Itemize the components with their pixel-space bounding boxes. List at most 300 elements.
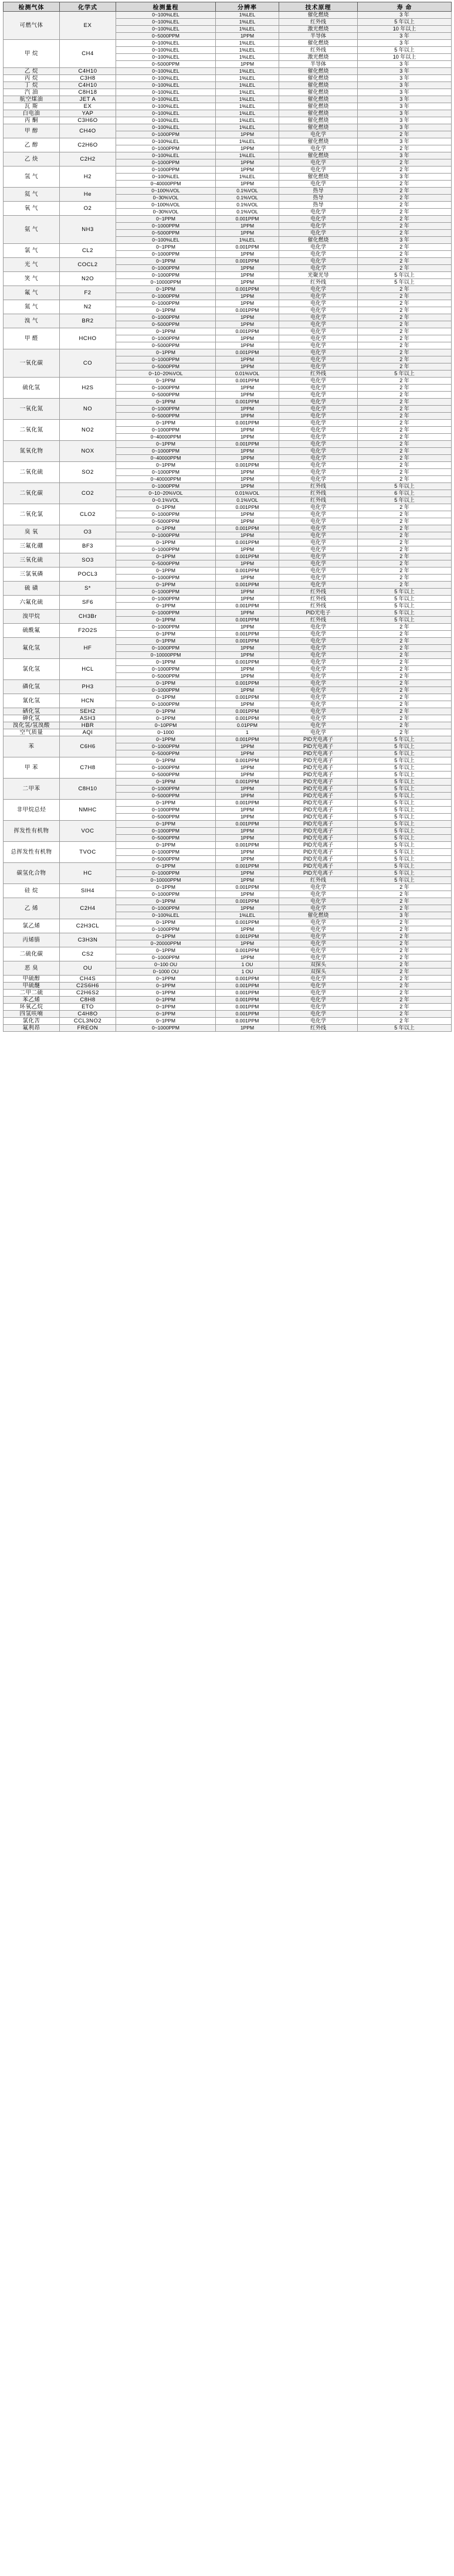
detection-range-cell: 0~1000PPM (116, 265, 216, 272)
resolution-cell: 0.001PPM (216, 779, 279, 786)
gas-name-cell: 磷化氢 (4, 680, 60, 694)
detection-range-cell: 0~1000PPM (116, 532, 216, 539)
detection-range-cell: 0~100%LEL (116, 174, 216, 181)
lifetime-cell: 5 年以上 (358, 849, 452, 856)
technology-cell: 电化学 (279, 645, 358, 652)
technology-cell: 电化学 (279, 476, 358, 483)
detection-range-cell: 0~5000PPM (116, 814, 216, 821)
detection-range-cell: 0~1PPM (116, 680, 216, 687)
lifetime-cell: 2 年 (358, 166, 452, 174)
lifetime-cell: 3 年 (358, 237, 452, 244)
gas-name-cell: 丙烯腈 (4, 933, 60, 947)
detection-range-cell: 0~1PPM (116, 539, 216, 546)
technology-cell: 红外线 (279, 483, 358, 490)
lifetime-cell: 2 年 (358, 413, 452, 420)
gas-name-cell: 汽 油 (4, 89, 60, 96)
detection-range-cell: 0~1PPM (116, 933, 216, 940)
resolution-cell: 0.001PPM (216, 328, 279, 335)
table-row (4, 729, 452, 736)
technology-cell: 电化学 (279, 926, 358, 933)
resolution-cell: 1 OU (216, 968, 279, 976)
detection-range-cell: 0~1PPM (116, 638, 216, 645)
gas-formula-cell: EX (60, 12, 116, 40)
gas-name-cell: 氦 气 (4, 188, 60, 202)
gas-formula-cell: NOX (60, 441, 116, 462)
technology-cell: 催化燃烧 (279, 110, 358, 117)
gas-formula-cell: C4H10 (60, 68, 116, 75)
resolution-cell: 0.001PPM (216, 378, 279, 385)
table-row (4, 286, 452, 293)
resolution-cell: 1PPM (216, 251, 279, 258)
lifetime-cell: 2 年 (358, 898, 452, 905)
table-row (4, 82, 452, 89)
technology-cell: 电化学 (279, 652, 358, 659)
technology-cell: PID光电离子 (279, 828, 358, 835)
lifetime-cell: 2 年 (358, 1011, 452, 1018)
resolution-cell: 0.001PPM (216, 307, 279, 314)
lifetime-cell: 5 年以上 (358, 786, 452, 793)
detection-range-cell: 0~1PPM (116, 286, 216, 293)
technology-cell: 电化学 (279, 223, 358, 230)
detection-range-cell: 0~1PPM (116, 976, 216, 983)
resolution-cell: 1PPM (216, 905, 279, 912)
detection-range-cell: 0~100%LEL (116, 117, 216, 124)
resolution-cell: 1PPM (216, 750, 279, 757)
technology-cell: 电化学 (279, 884, 358, 891)
resolution-cell: 1%LEL (216, 138, 279, 145)
resolution-cell: 1%LEL (216, 40, 279, 47)
resolution-cell: 1PPM (216, 145, 279, 152)
detection-range-cell: 0~1PPM (116, 603, 216, 610)
lifetime-cell: 2 年 (358, 342, 452, 349)
lifetime-cell: 3 年 (358, 124, 452, 131)
lifetime-cell: 2 年 (358, 919, 452, 926)
technology-cell: 电化学 (279, 680, 358, 687)
technology-cell: 双探头 (279, 968, 358, 976)
table-row (4, 117, 452, 124)
technology-cell: 电化学 (279, 532, 358, 539)
gas-formula-cell: FREON (60, 1025, 116, 1032)
resolution-cell: 1PPM (216, 589, 279, 596)
technology-cell: PID光电离子 (279, 870, 358, 877)
detection-range-cell: 0~100%LEL (116, 12, 216, 19)
table-row (4, 947, 452, 954)
lifetime-cell: 5 年以上 (358, 279, 452, 286)
detection-range-cell: 0~40000PPM (116, 434, 216, 441)
detection-range-cell: 0~1PPM (116, 420, 216, 427)
lifetime-cell: 2 年 (358, 469, 452, 476)
technology-cell: 电化学 (279, 983, 358, 990)
gas-name-cell: 氟化氢 (4, 638, 60, 659)
technology-cell: 电化学 (279, 673, 358, 680)
table-row (4, 441, 452, 448)
detection-range-cell: 0~100%LEL (116, 54, 216, 61)
gas-name-cell: 氯乙烯 (4, 919, 60, 933)
technology-cell: 红外线 (279, 19, 358, 26)
gas-name-cell: 二甲苯 (4, 779, 60, 800)
gas-name-cell: 溴化氢/氢溴酸 (4, 722, 60, 729)
resolution-cell: 1PPM (216, 856, 279, 863)
lifetime-cell: 3 年 (358, 138, 452, 145)
technology-cell: 电化学 (279, 392, 358, 399)
gas-formula-cell: SF6 (60, 596, 116, 610)
detection-range-cell: 0~5000PPM (116, 413, 216, 420)
resolution-cell: 1PPM (216, 385, 279, 392)
table-row (4, 610, 452, 617)
gas-name-cell: 二氧化硫 (4, 462, 60, 483)
detection-range-cell: 0~1PPM (116, 863, 216, 870)
lifetime-cell: 2 年 (358, 420, 452, 427)
resolution-cell: 1%LEL (216, 82, 279, 89)
technology-cell: PID光电离子 (279, 786, 358, 793)
table-row (4, 244, 452, 251)
detection-range-cell: 0~1000PPM (116, 926, 216, 933)
resolution-cell: 1%LEL (216, 68, 279, 75)
detection-range-cell: 0~100%LEL (116, 75, 216, 82)
resolution-cell: 0.001PPM (216, 821, 279, 828)
table-row (4, 624, 452, 631)
technology-cell: 电化学 (279, 546, 358, 553)
technology-cell: 催化燃烧 (279, 40, 358, 47)
resolution-cell: 1PPM (216, 363, 279, 371)
detection-range-cell: 0~1PPM (116, 779, 216, 786)
lifetime-cell: 5 年以上 (358, 821, 452, 828)
detection-range-cell: 0~1PPM (116, 1004, 216, 1011)
table-row (4, 103, 452, 110)
lifetime-cell: 2 年 (358, 455, 452, 462)
resolution-cell: 1%LEL (216, 96, 279, 103)
gas-formula-cell: C8H10 (60, 779, 116, 800)
technology-cell: 电化学 (279, 954, 358, 961)
detection-range-cell: 0~1000PPM (116, 954, 216, 961)
detection-range-cell: 0~1PPM (116, 884, 216, 891)
gas-formula-cell: HF (60, 638, 116, 659)
technology-cell: 电化学 (279, 1011, 358, 1018)
detection-range-cell: 0~1000PPM (116, 610, 216, 617)
table-row (4, 525, 452, 532)
detection-range-cell: 0~1PPM (116, 307, 216, 314)
technology-cell: 催化燃烧 (279, 12, 358, 19)
table-row (4, 124, 452, 131)
gas-name-cell: 乙 炔 (4, 152, 60, 166)
detection-range-cell: 0~1000PPM (116, 687, 216, 694)
gas-name-cell: 瓦 斯 (4, 103, 60, 110)
detection-range-cell: 0~1000PPM (116, 448, 216, 455)
technology-cell: 电化学 (279, 335, 358, 342)
technology-cell: 催化燃烧 (279, 103, 358, 110)
resolution-cell: 1PPM (216, 300, 279, 307)
table-row (4, 976, 452, 983)
technology-cell: 红外线 (279, 490, 358, 497)
resolution-cell: 0.001PPM (216, 990, 279, 997)
lifetime-cell: 2 年 (358, 307, 452, 314)
lifetime-cell: 2 年 (358, 448, 452, 455)
detection-range-cell: 0~1PPM (116, 462, 216, 469)
technology-cell: PID光电离子 (279, 835, 358, 842)
lifetime-cell: 2 年 (358, 940, 452, 947)
resolution-cell: 1PPM (216, 610, 279, 617)
detection-range-cell: 0~1PPM (116, 567, 216, 575)
resolution-cell: 0.001PPM (216, 919, 279, 926)
detection-range-cell: 0~1000PPM (116, 335, 216, 342)
gas-formula-cell: CH4S (60, 976, 116, 983)
gas-name-cell: 一氧化碳 (4, 349, 60, 378)
resolution-cell: 0.001PPM (216, 349, 279, 356)
lifetime-cell: 3 年 (358, 75, 452, 82)
lifetime-cell: 2 年 (358, 532, 452, 539)
resolution-cell: 0.01%VOL (216, 371, 279, 378)
detection-range-cell: 0~5000PPM (116, 835, 216, 842)
detection-range-cell: 0~1PPM (116, 694, 216, 701)
resolution-cell: 0.001PPM (216, 1004, 279, 1011)
table-row (4, 1011, 452, 1018)
technology-cell: 电化学 (279, 427, 358, 434)
detection-range-cell: 0~1000PPM (116, 223, 216, 230)
lifetime-cell: 2 年 (358, 209, 452, 216)
technology-cell: 红外线 (279, 603, 358, 610)
table-row (4, 1018, 452, 1025)
detection-range-cell: 0~1PPM (116, 1011, 216, 1018)
technology-cell: 电化学 (279, 567, 358, 575)
gas-name-cell: 苯 (4, 736, 60, 757)
lifetime-cell: 2 年 (358, 976, 452, 983)
resolution-cell: 1%LEL (216, 19, 279, 26)
gas-formula-cell: CO (60, 349, 116, 378)
table-body (4, 12, 452, 1032)
technology-cell: 电化学 (279, 434, 358, 441)
lifetime-cell: 2 年 (358, 321, 452, 328)
technology-cell: 电化学 (279, 166, 358, 174)
detection-range-cell: 0~1000PPM (116, 356, 216, 363)
lifetime-cell: 5 年以上 (358, 1025, 452, 1032)
technology-cell: 红外线 (279, 589, 358, 596)
lifetime-cell: 2 年 (358, 356, 452, 363)
technology-cell: PID光电子 (279, 610, 358, 617)
resolution-cell: 1PPM (216, 413, 279, 420)
technology-cell: 电化学 (279, 539, 358, 546)
technology-cell: 催化燃烧 (279, 89, 358, 96)
resolution-cell: 1PPM (216, 596, 279, 603)
lifetime-cell: 5 年以上 (358, 835, 452, 842)
gas-formula-cell: EX (60, 103, 116, 110)
resolution-cell: 0.001PPM (216, 947, 279, 954)
gas-name-cell: 氮氧化物 (4, 441, 60, 462)
lifetime-cell: 2 年 (358, 638, 452, 645)
resolution-cell: 1PPM (216, 272, 279, 279)
resolution-cell: 0.001PPM (216, 603, 279, 610)
resolution-cell: 0.001PPM (216, 539, 279, 546)
gas-formula-cell: C3H3N (60, 933, 116, 947)
technology-cell: 电化学 (279, 455, 358, 462)
lifetime-cell: 2 年 (358, 990, 452, 997)
technology-cell: 电化学 (279, 328, 358, 335)
table-row (4, 462, 452, 469)
gas-formula-cell: SO3 (60, 553, 116, 567)
technology-cell: 电化学 (279, 342, 358, 349)
table-row (4, 483, 452, 490)
lifetime-cell: 5 年以上 (358, 772, 452, 779)
resolution-cell: 1 (216, 729, 279, 736)
lifetime-cell: 10 年以上 (358, 54, 452, 61)
resolution-cell: 1PPM (216, 793, 279, 800)
gas-name-cell: 氟利昂 (4, 1025, 60, 1032)
lifetime-cell: 2 年 (358, 961, 452, 968)
resolution-cell: 0.001PPM (216, 842, 279, 849)
technology-cell: 电化学 (279, 997, 358, 1004)
lifetime-cell: 3 年 (358, 33, 452, 40)
gas-name-cell: 空气质量 (4, 729, 60, 736)
technology-cell: 电化学 (279, 251, 358, 258)
technology-cell: 电化学 (279, 314, 358, 321)
table-row (4, 821, 452, 828)
detection-range-cell: 0~100%LEL (116, 96, 216, 103)
technology-cell: 电化学 (279, 624, 358, 631)
detection-range-cell: 0~1PPM (116, 349, 216, 356)
gas-name-cell: 甲 烷 (4, 40, 60, 68)
lifetime-cell: 2 年 (358, 631, 452, 638)
technology-cell: 电化学 (279, 708, 358, 715)
detection-range-cell: 0~1PPM (116, 800, 216, 807)
detection-range-cell: 0~100%LEL (116, 912, 216, 919)
lifetime-cell: 5 年以上 (358, 870, 452, 877)
resolution-cell: 1PPM (216, 835, 279, 842)
detection-range-cell: 0~1000PPM (116, 666, 216, 673)
detection-range-cell: 0~20000PPM (116, 940, 216, 947)
technology-cell: 电化学 (279, 729, 358, 736)
resolution-cell: 0.001PPM (216, 399, 279, 406)
lifetime-cell: 3 年 (358, 96, 452, 103)
table-row (4, 378, 452, 385)
lifetime-cell: 2 年 (358, 223, 452, 230)
technology-cell: 电化学 (279, 990, 358, 997)
gas-formula-cell: HCL (60, 659, 116, 680)
detection-range-cell: 0~1000PPM (116, 546, 216, 553)
lifetime-cell: 2 年 (358, 997, 452, 1004)
detection-range-cell: 0~5000PPM (116, 230, 216, 237)
lifetime-cell: 2 年 (358, 145, 452, 152)
gas-name-cell: 丙 烷 (4, 75, 60, 82)
technology-cell: 电化学 (279, 905, 358, 912)
detection-range-cell: 0~1PPM (116, 736, 216, 743)
detection-range-cell: 0~10~20%VOL (116, 490, 216, 497)
table-row (4, 188, 452, 195)
lifetime-cell: 5 年以上 (358, 814, 452, 821)
detection-range-cell: 0~1000PPM (116, 131, 216, 138)
gas-name-cell: 氰化氢 (4, 694, 60, 708)
resolution-cell: 1PPM (216, 652, 279, 659)
table-row (4, 152, 452, 159)
detection-range-cell: 0~5000PPM (116, 560, 216, 567)
lifetime-cell: 5 年以上 (358, 47, 452, 54)
technology-cell: 电化学 (279, 940, 358, 947)
header-formula: 化学式 (60, 2, 116, 12)
gas-name-cell: 三氧化硫 (4, 553, 60, 567)
detection-range-cell: 0~1000PPM (116, 743, 216, 750)
detection-range-cell: 0~30%VOL (116, 195, 216, 202)
lifetime-cell: 2 年 (358, 954, 452, 961)
table-row (4, 715, 452, 722)
resolution-cell: 0.001PPM (216, 884, 279, 891)
gas-formula-cell: NMHC (60, 800, 116, 821)
gas-formula-cell: SIH4 (60, 884, 116, 898)
gas-name-cell: 硒化氢 (4, 708, 60, 715)
gas-name-cell: 甲 苯 (4, 757, 60, 779)
technology-cell: 电化学 (279, 462, 358, 469)
technology-cell: PID光电离子 (279, 842, 358, 849)
gas-formula-cell: BF3 (60, 539, 116, 553)
technology-cell: 催化燃烧 (279, 117, 358, 124)
lifetime-cell: 2 年 (358, 300, 452, 307)
detection-range-cell: 0~1PPM (116, 659, 216, 666)
gas-formula-cell: POCL3 (60, 567, 116, 582)
lifetime-cell: 10 年以上 (358, 26, 452, 33)
technology-cell: 电化学 (279, 293, 358, 300)
detection-range-cell: 0~40000PPM (116, 455, 216, 462)
lifetime-cell: 2 年 (358, 131, 452, 138)
detection-range-cell: 0~1000PPM (116, 891, 216, 898)
lifetime-cell: 5 年以上 (358, 596, 452, 603)
technology-cell: 电化学 (279, 356, 358, 363)
gas-formula-cell: COCL2 (60, 258, 116, 272)
lifetime-cell: 5 年以上 (358, 19, 452, 26)
table-row (4, 349, 452, 356)
technology-cell: 红外线 (279, 371, 358, 378)
detection-range-cell: 0~1PPM (116, 399, 216, 406)
technology-cell: 电化学 (279, 131, 358, 138)
detection-range-cell: 0~1000PPM (116, 596, 216, 603)
gas-formula-cell: SO2 (60, 462, 116, 483)
detection-range-cell: 0~10PPM (116, 722, 216, 729)
detection-range-cell: 0~100%LEL (116, 110, 216, 117)
table-row (4, 96, 452, 103)
lifetime-cell: 5 年以上 (358, 589, 452, 596)
resolution-cell: 1PPM (216, 230, 279, 237)
detection-range-cell: 0~5000PPM (116, 793, 216, 800)
detection-range-cell: 0~1000PPM (116, 427, 216, 434)
technology-cell: 电化学 (279, 413, 358, 420)
technology-cell: 红外线 (279, 497, 358, 504)
lifetime-cell: 2 年 (358, 427, 452, 434)
table-row (4, 842, 452, 849)
resolution-cell: 0.001PPM (216, 258, 279, 265)
resolution-cell: 1PPM (216, 786, 279, 793)
lifetime-cell: 2 年 (358, 216, 452, 223)
gas-formula-cell: CCL3NO2 (60, 1018, 116, 1025)
detection-range-cell: 0~100%LEL (116, 19, 216, 26)
technology-cell: 电化学 (279, 582, 358, 589)
detection-range-cell: 0~1PPM (116, 997, 216, 1004)
technology-cell: 半导体 (279, 61, 358, 68)
gas-formula-cell: SEH2 (60, 708, 116, 715)
table-row (4, 75, 452, 82)
gas-name-cell: 甲 醇 (4, 124, 60, 138)
lifetime-cell: 2 年 (358, 462, 452, 469)
gas-name-cell: 六氟化硫 (4, 596, 60, 610)
table-row (4, 567, 452, 575)
resolution-cell: 0.1%VOL (216, 195, 279, 202)
technology-cell: 电化学 (279, 976, 358, 983)
resolution-cell: 0.001PPM (216, 567, 279, 575)
detection-range-cell: 0~5000PPM (116, 33, 216, 40)
lifetime-cell: 2 年 (358, 687, 452, 694)
resolution-cell: 0.001PPM (216, 800, 279, 807)
lifetime-cell: 2 年 (358, 715, 452, 722)
gas-formula-cell: CO2 (60, 483, 116, 504)
gas-formula-cell: H2 (60, 166, 116, 188)
technology-cell: 电化学 (279, 420, 358, 427)
gas-formula-cell: S* (60, 582, 116, 596)
resolution-cell: 0.001PPM (216, 462, 279, 469)
